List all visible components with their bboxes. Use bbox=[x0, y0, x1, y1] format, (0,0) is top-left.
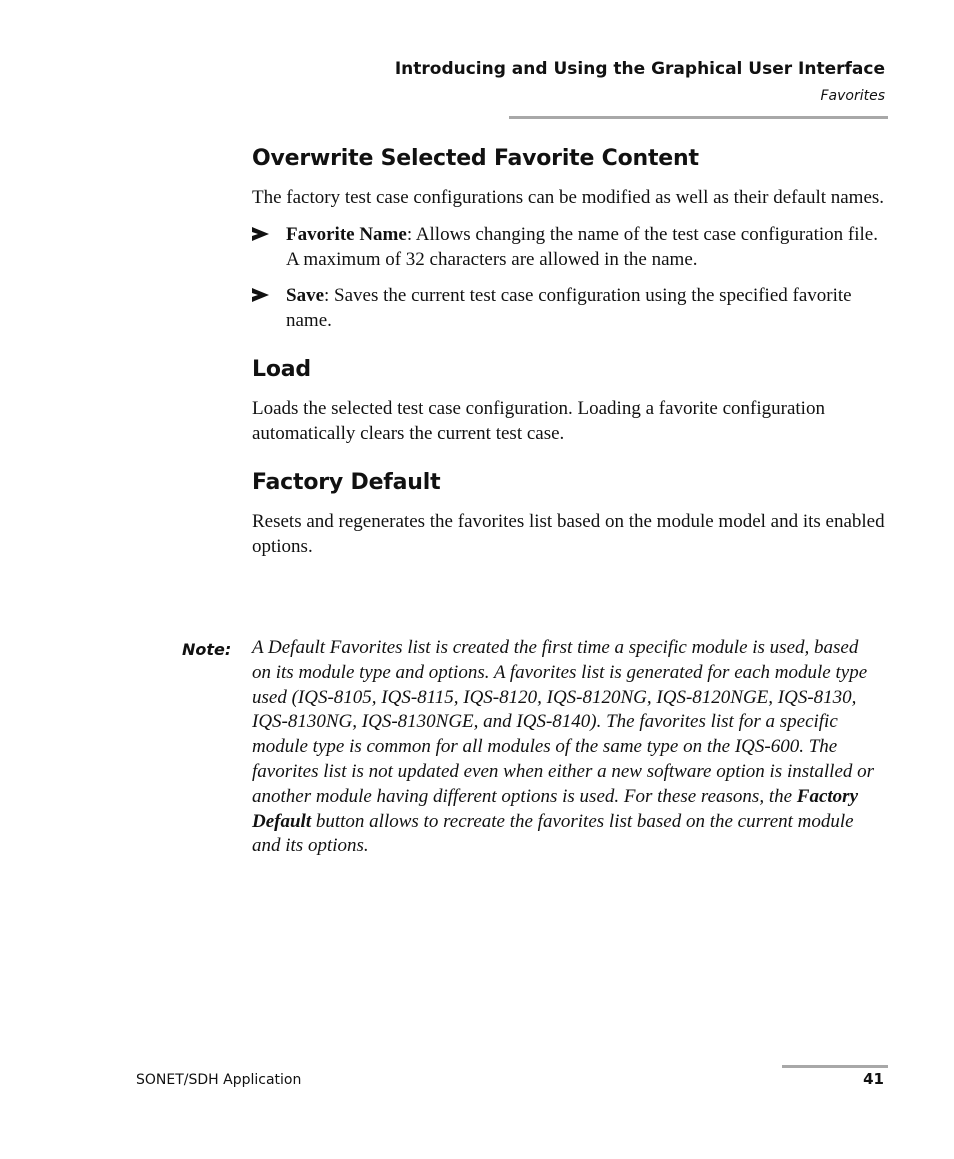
section-paragraph-factory-default: Resets and regenerates the favorites list based on the module model and its enabled options. bbox=[252, 511, 885, 557]
section-heading-load: Load bbox=[252, 357, 311, 382]
section-heading-factory-default: Factory Default bbox=[252, 470, 441, 495]
note-block bbox=[182, 636, 882, 859]
bullet-term: Save bbox=[286, 285, 324, 306]
section-paragraph-load: Loads the selected test case configuration. Loading a favorite configuration automatically clears the current test case. bbox=[252, 398, 825, 444]
main-content bbox=[252, 144, 892, 571]
bullet-item-favorite-name bbox=[252, 222, 892, 272]
page-number: 41 bbox=[863, 1070, 884, 1088]
bullet-item-save bbox=[252, 283, 892, 333]
bullet-text: : Saves the current test case configuration using the specified favorite name. bbox=[286, 285, 852, 331]
note-text-after: button allows to recreate the favorites list based on the current module and its options. bbox=[252, 810, 854, 857]
arrow-bullet-icon bbox=[252, 227, 269, 241]
running-header bbox=[395, 58, 885, 106]
header-chapter-title: Introducing and Using the Graphical User Interface bbox=[394, 59, 885, 79]
header-section-title: Favorites bbox=[820, 88, 885, 104]
note-text bbox=[252, 636, 882, 859]
note-bold-term: Factory Default bbox=[252, 785, 859, 832]
header-divider bbox=[509, 116, 888, 119]
note-text-before: A Default Favorites list is created the first time a specific module is used, based on its module type and options. A favorites list is generated for each module type used (IQS-8105, IQS-8115, IQS-8120, IQS-8120NG, IQS-8120NGE, IQS-8130, IQS-8130NG, IQS-8130NGE, and IQS-8140). The favorites list for a specific module type is common for all modules of the same type on the IQS-600. The favorites list is not updated even when either a new software option is installed or another module having different options is used. For these reasons, the bbox=[252, 637, 875, 807]
bullet-list bbox=[252, 222, 892, 333]
section-paragraph-overwrite: The factory test case configurations can be modified as well as their default names. bbox=[252, 187, 885, 208]
footer-divider bbox=[782, 1065, 888, 1068]
arrow-bullet-icon bbox=[252, 288, 269, 302]
bullet-text: : Allows changing the name of the test case configuration file. A maximum of 32 characters are allowed in the name. bbox=[286, 224, 878, 270]
bullet-term: Favorite Name bbox=[286, 224, 407, 245]
footer-document-title: SONET/SDH Application bbox=[136, 1072, 302, 1088]
note-label: Note: bbox=[182, 640, 232, 659]
section-heading-overwrite: Overwrite Selected Favorite Content bbox=[252, 146, 699, 171]
